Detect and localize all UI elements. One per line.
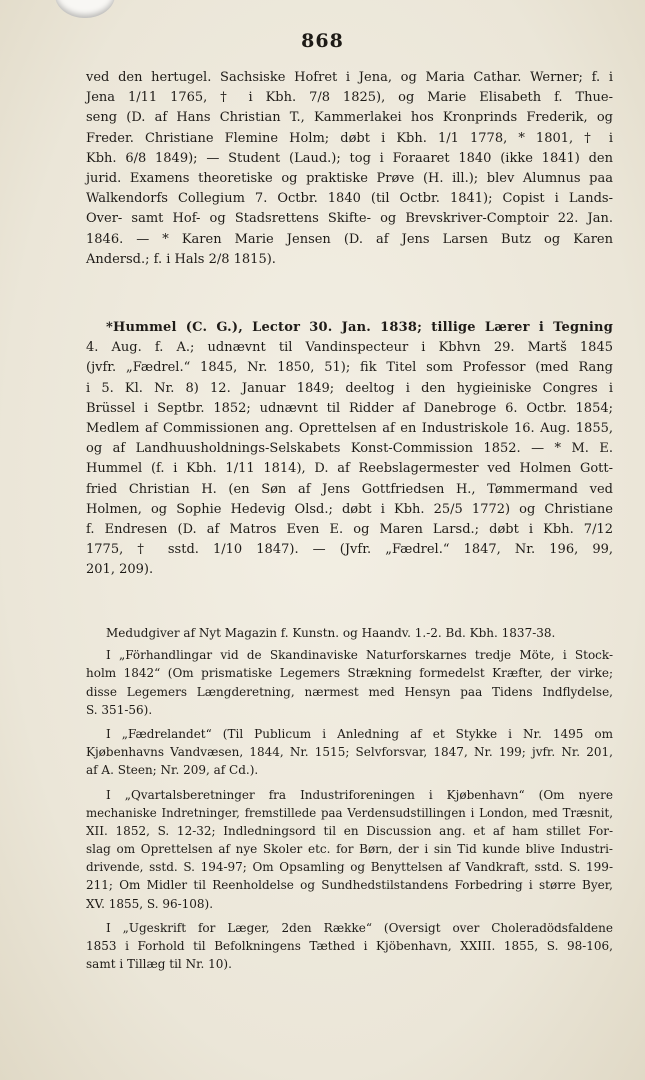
text-line: jurid. Examens theoretiske og praktiske Prøve (H. ill.); blev Alumnus paa <box>86 170 613 186</box>
text-line: fried Christian H. (en Søn af Jens Gottfriedsen H., Tømmermand ved <box>86 481 613 497</box>
text-line: drivende, sstd. S. 194-97; Om Opsamling og Benyttelsen af Vandkraft, sstd. S. 199- <box>86 860 613 875</box>
page-corner-damage <box>55 0 115 18</box>
text-line: Medudgiver af Nyt Magazin f. Kunstn. og Haandv. 1.-2. Bd. Kbh. 1837-38. <box>106 626 556 640</box>
text-line: S. 351-56). <box>86 702 153 717</box>
entry-heading-line: *Hummel (C. G.), Lector 30. Jan. 1838; tillige Lærer i Tegning <box>106 320 613 335</box>
text-line: Kbh. 6/8 1849); — Student (Laud.); tog i Foraaret 1840 (ikke 1841) den <box>86 150 613 166</box>
text-line: Brüssel i Septbr. 1852; udnævnt til Ridder af Danebroge 6. Octbr. 1854; <box>86 400 613 416</box>
text-line: Hummel (f. i Kbh. 1/11 1814), D. af Reebslagermester ved Holmen Gott- <box>86 461 613 477</box>
text-line: mechaniske Indretninger, fremstillede paa Verdensudstillingen i London, med Træsnit, <box>86 805 613 820</box>
text-line: holm 1842“ (Om prismatiske Legemers Strækning formedelst Kræfter, der virke; <box>86 666 613 681</box>
text-line: Holmen, og Sophie Hedevig Olsd.; døbt i Kbh. 25/5 1772) og Christiane <box>86 501 613 517</box>
text-line: 4. Aug. f. A.; udnævnt til Vandinspecteur i Kbhvn 29. Martš 1845 <box>86 340 613 356</box>
text-line: I „Förhandlingar vid de Skandinaviske Naturforskarnes tredje Möte, i Stock- <box>106 648 613 663</box>
text-line: XII. 1852, S. 12-32; Indledningsord til en Discussion ang. et af ham stillet For- <box>86 823 613 838</box>
text-line: 211; Om Midler til Reenholdelse og Sundhedstilstandens Forbedring i større Byer, <box>86 878 613 893</box>
text-line: Andersd.; f. i Hals 2/8 1815). <box>86 251 276 267</box>
text-line: Freder. Christiane Flemine Holm; døbt i Kbh. 1/1 1778, * 1801, † i <box>86 130 613 146</box>
text-line: Walkendorfs Collegium 7. Octbr. 1840 (til Octbr. 1841); Copist i Lands- <box>86 191 613 207</box>
text-line: og af Landhuusholdnings-Selskabets Konst-Commission 1852. — * M. E. <box>86 441 613 457</box>
text-line: Jena 1/11 1765, † i Kbh. 7/8 1825), og Marie Elisabeth f. Thue- <box>86 90 613 106</box>
entry-continuation <box>86 68 613 270</box>
page-number: 868 <box>301 30 344 52</box>
text-line: 201, 209). <box>86 562 154 578</box>
text-line: ved den hertugel. Sachsiske Hofret i Jena, og Maria Cathar. Werner; f. i <box>86 70 613 85</box>
text-line: seng (D. af Hans Christian T., Kammerlakei hos Kronprinds Frederik, og <box>86 110 613 126</box>
text-line: Kjøbenhavns Vandvæsen, 1844, Nr. 1515; Selvforsvar, 1847, Nr. 199; jvfr. Nr. 201, <box>86 745 613 760</box>
text-line: i 5. Kl. Nr. 8) 12. Januar 1849; deeltog i den hygieiniske Congres i <box>86 380 613 396</box>
text-line: disse Legemers Længderetning, nærmest med Hensyn paa Tidens Indflydelse, <box>86 684 613 699</box>
text-line: I „Ugeskrift for Læger, 2den Række“ (Oversigt over Choleradödsfaldene <box>106 920 613 935</box>
text-line: XV. 1855, S. 96-108). <box>86 896 214 911</box>
text-line: (jvfr. „Fædrel.“ 1845, Nr. 1850, 51); fik Titel som Professor (med Rang <box>86 360 613 376</box>
work-item <box>86 725 613 780</box>
work-item <box>86 919 613 974</box>
text-line: af A. Steen; Nr. 209, af Cd.). <box>86 763 259 778</box>
entry-hummel <box>86 318 613 580</box>
text-line: Medlem af Commissionen ang. Oprettelsen af en Industriskole 16. Aug. 1855, <box>86 420 613 436</box>
work-item <box>86 624 613 642</box>
text-line: 1846. — * Karen Marie Jensen (D. af Jens Larsen Butz og Karen <box>86 231 613 247</box>
text-line: samt i Tillæg til Nr. 10). <box>86 957 232 972</box>
work-item <box>86 646 613 719</box>
text-line: Over- samt Hof- og Stadsrettens Skifte- og Brevskriver-Comptoir 22. Jan. <box>86 211 613 227</box>
work-item <box>86 786 613 913</box>
text-line: 1775, † sstd. 1/10 1847). — (Jvfr. „Fædrel.“ 1847, Nr. 196, 99, <box>86 542 613 558</box>
text-line: slag om Oprettelsen af nye Skoler etc. for Børn, der i sin Tid kunde blive Industri- <box>86 842 613 857</box>
text-line: I „Fædrelandet“ (Til Publicum i Anledning af et Stykke i Nr. 1495 om <box>106 726 613 741</box>
text-line: 1853 i Forhold til Befolkningens Tæthed i Kjöbenhavn, XXIII. 1855, S. 98-106, <box>86 939 613 953</box>
works-list <box>86 624 613 973</box>
text-line: f. Endresen (D. af Matros Even E. og Maren Larsd.; døbt i Kbh. 7/12 <box>86 521 613 537</box>
text-line: I „Qvartalsberetninger fra Industriforeningen i Kjøbenhavn“ (Om nyere <box>106 787 613 802</box>
